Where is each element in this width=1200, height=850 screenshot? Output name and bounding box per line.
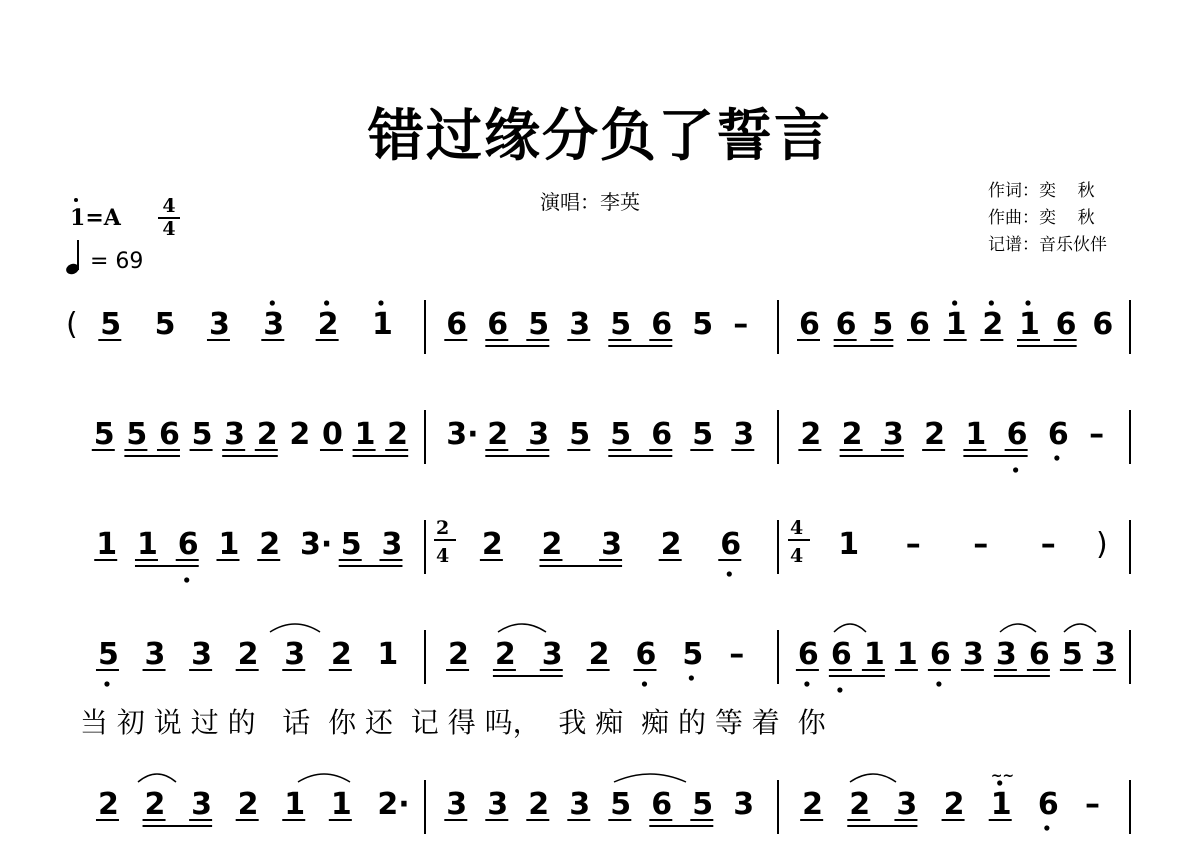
note-numeral: 5 (154, 307, 176, 342)
measure-time-sig-num: 2 (436, 517, 450, 539)
credits-block (988, 178, 1107, 259)
note-numeral: 6 (1028, 637, 1050, 672)
note-numeral: 3· (446, 417, 479, 452)
note-numeral: 5 (1061, 637, 1083, 672)
note-numeral: 2 (849, 787, 871, 822)
octave-low-dot (936, 681, 941, 686)
note-numeral: 3 (284, 637, 306, 672)
singer-credit: 演唱：李英 (540, 190, 640, 214)
note-numeral: 3 (733, 417, 755, 452)
note-numeral: 1 (330, 787, 352, 822)
note-numeral: 2 (144, 787, 166, 822)
note-numeral: 3 (487, 787, 509, 822)
score-staff (0, 290, 1200, 850)
note-numeral: 3 (962, 637, 984, 672)
note-numeral: 6 (1047, 417, 1069, 452)
note-numeral: 1 (284, 787, 306, 822)
note-numeral: 3 (144, 637, 166, 672)
note-numeral: 6 (909, 307, 930, 342)
note-numeral: 3 (541, 637, 563, 672)
note-numeral: 2 (660, 527, 682, 562)
note-numeral: – (1040, 527, 1056, 562)
note-numeral: 2 (541, 527, 563, 562)
octave-high-dot (378, 300, 383, 305)
repeat-open-paren: ( (66, 307, 78, 342)
note-numeral: 3 (224, 417, 246, 452)
note-numeral: 6 (720, 527, 742, 562)
note-numeral: 5 (872, 307, 894, 342)
note-numeral: 2 (256, 417, 278, 452)
note-numeral: 6 (158, 417, 180, 452)
note-numeral: 2 (943, 787, 965, 822)
note-numeral: 3 (569, 307, 591, 342)
octave-low-dot (1044, 825, 1049, 830)
note-numeral: 1 (218, 527, 240, 562)
note-numeral: 6 (835, 307, 857, 342)
measure-time-sig-den: 4 (436, 545, 450, 567)
note-numeral: 6 (1037, 787, 1059, 822)
octave-low-dot (804, 681, 809, 686)
note-numeral: 1 (96, 527, 118, 562)
note-numeral: 2 (982, 307, 1004, 342)
note-numeral: 6 (651, 307, 673, 342)
note-numeral: 3 (191, 637, 212, 672)
note-numeral: 2 (588, 637, 610, 672)
note-numeral: 2 (494, 637, 516, 672)
octave-high-dot (324, 300, 329, 305)
note-numeral: 6 (799, 307, 820, 342)
note-numeral: 2 (802, 787, 824, 822)
note-numeral: 1 (136, 527, 158, 562)
note-numeral: 5 (610, 307, 632, 342)
note-numeral: 3· (299, 527, 333, 562)
key-text: =A (85, 205, 121, 231)
note-numeral: 3 (528, 417, 550, 452)
octave-low-dot (1054, 455, 1059, 460)
note-numeral: 2 (330, 637, 352, 672)
octave-low-dot (1013, 467, 1018, 472)
octave-high-dot (1025, 300, 1030, 305)
note-numeral: 1 (371, 307, 393, 342)
slur-arc (1064, 624, 1096, 632)
note-numeral: – (729, 637, 745, 672)
note-numeral: 5 (692, 417, 714, 452)
note-numeral: 6 (446, 307, 468, 342)
key-signature (70, 205, 121, 231)
note-numeral: 1 (965, 417, 987, 452)
repeat-close-paren: ) (1096, 527, 1108, 562)
octave-high-dot (952, 300, 957, 305)
note-numeral: 6 (651, 787, 673, 822)
note-numeral: 3 (1094, 637, 1116, 672)
octave-high-dot (270, 300, 275, 305)
note-numeral: 6 (487, 307, 509, 342)
octave-low-dot (184, 577, 189, 582)
octave-low-dot (642, 681, 647, 686)
note-numeral: 2 (481, 527, 503, 562)
note-numeral: 5 (93, 417, 115, 452)
note-numeral: 3 (601, 527, 622, 562)
note-numeral: 1 (896, 637, 918, 672)
slur-arc (614, 774, 686, 782)
tempo-marking (66, 248, 143, 274)
note-numeral: 2 (289, 417, 311, 452)
note-numeral: 5 (610, 787, 632, 822)
slur-arc (834, 624, 866, 632)
note-numeral: 6 (177, 527, 199, 562)
song-title: 错过缘分负了誓言 (368, 104, 832, 169)
slur-arc (498, 624, 546, 632)
octave-high-dot (989, 300, 994, 305)
octave-low-dot (727, 571, 732, 576)
lyrics-line: 当 初 说 过 的 话 你 还 记 得 吗， 我 痴 痴 的 等 着 你 (80, 706, 826, 739)
note-numeral: 5 (191, 417, 213, 452)
note-numeral: 2 (448, 637, 469, 672)
note-numeral: 1 (1019, 307, 1040, 342)
note-numeral: 6 (797, 637, 819, 672)
note-numeral: 2 (800, 417, 822, 452)
note-numeral: 2 (317, 307, 339, 342)
note-numeral: 5 (692, 307, 714, 342)
note-numeral: 3 (191, 787, 212, 822)
note-numeral: – (733, 307, 749, 342)
time-signature-denominator: 4 (162, 218, 176, 240)
composer-credit: 作曲：奕 秋 (988, 208, 1095, 228)
time-signature-numerator: 4 (158, 196, 180, 219)
note-numeral: 3 (208, 307, 230, 342)
note-numeral: 6 (830, 637, 852, 672)
note-numeral: 5 (610, 417, 632, 452)
measure-time-sig-den: 4 (790, 545, 804, 567)
note-numeral: 6 (651, 417, 673, 452)
note-numeral: – (1085, 787, 1100, 822)
slur-arc (138, 774, 176, 782)
ornament-mark: ~~ (990, 768, 1015, 784)
note-numeral: 2 (259, 527, 281, 562)
note-numeral: 2 (528, 787, 550, 822)
note-numeral: 3 (733, 787, 755, 822)
note-numeral: 1 (377, 637, 399, 672)
note-numeral: 1 (990, 787, 1012, 822)
note-numeral: 5 (100, 307, 122, 342)
key-tonic: 1 (70, 205, 86, 231)
octave-low-dot (837, 687, 842, 692)
note-numeral: 2· (377, 787, 410, 822)
note-numeral: 6 (635, 637, 657, 672)
note-numeral: 2 (97, 787, 119, 822)
note-numeral: 6 (1092, 307, 1114, 342)
lyricist-credit: 作词：奕 秋 (988, 181, 1095, 201)
octave-low-dot (104, 681, 109, 686)
note-numeral: 1 (945, 307, 967, 342)
note-numeral: 2 (487, 417, 509, 452)
note-numeral: 2 (841, 417, 863, 452)
slur-arc (270, 624, 320, 632)
note-numeral: 3 (263, 307, 285, 342)
time-signature (158, 196, 180, 240)
measure-time-sig-num: 4 (790, 517, 804, 539)
note-numeral: 5 (97, 637, 119, 672)
note-numeral: 1 (838, 527, 860, 562)
note-numeral: 3 (882, 417, 904, 452)
note-numeral: 5 (682, 637, 704, 672)
note-numeral: 5 (126, 417, 148, 452)
slur-arc (298, 774, 350, 782)
note-numeral: 6 (929, 637, 951, 672)
note-numeral: 3 (896, 787, 918, 822)
quarter-note-icon (66, 248, 82, 274)
note-numeral: 0 (321, 417, 343, 452)
note-numeral: 1 (863, 637, 885, 672)
note-numeral: – (905, 527, 921, 562)
note-numeral: 2 (237, 787, 259, 822)
note-numeral: 2 (387, 417, 409, 452)
note-numeral: 3 (995, 637, 1017, 672)
note-numeral: 2 (924, 417, 945, 452)
note-numeral: – (973, 527, 989, 562)
note-numeral: – (1089, 417, 1105, 452)
note-numeral: 2 (237, 637, 259, 672)
note-numeral: 3 (569, 787, 591, 822)
note-numeral: 1 (354, 417, 376, 452)
note-numeral: 6 (1006, 417, 1028, 452)
slur-arc (1000, 624, 1036, 632)
octave-low-dot (689, 675, 694, 680)
tempo-value: = 69 (90, 249, 144, 274)
slur-arc (850, 774, 896, 782)
note-numeral: 6 (1055, 307, 1077, 342)
note-numeral: 3 (381, 527, 403, 562)
note-numeral: 5 (340, 527, 362, 562)
note-numeral: 5 (692, 787, 714, 822)
note-numeral: 3 (446, 787, 468, 822)
note-numeral: 5 (528, 307, 550, 342)
note-numeral: 5 (569, 417, 591, 452)
transcriber-credit: 记谱：音乐伙伴 (988, 235, 1107, 255)
